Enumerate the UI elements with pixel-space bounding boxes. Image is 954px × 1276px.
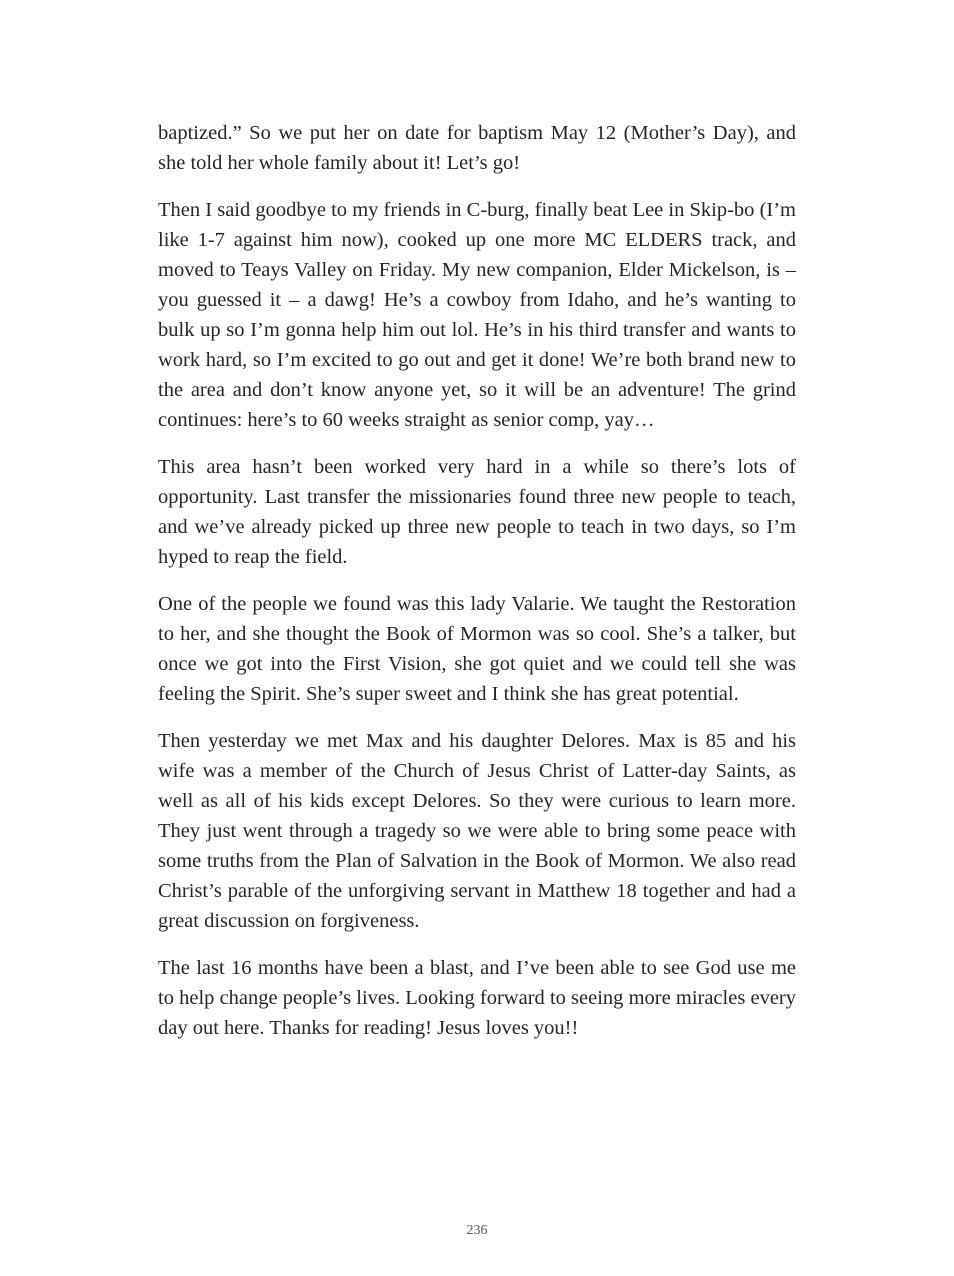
paragraph-area-opportunity: This area hasn’t been worked very hard in a while so there’s lots of opportunity. Last transfer the missionaries found three new people to teach, and we’ve already picked up three new people to teach in two days, so I’m hyped to reap the field. bbox=[158, 456, 796, 568]
page-body bbox=[158, 118, 796, 1060]
paragraph-baptism-date: baptized.” So we put her on date for baptism May 12 (Mother’s Day), and she told her whole family about it! Let’s go! bbox=[158, 122, 796, 174]
paragraph-valarie: One of the people we found was this lady Valarie. We taught the Restoration to her, and she thought the Book of Mormon was so cool. She’s a talker, but once we got into the First Vision, she got quiet and we could tell she was feeling the Spirit. She’s super sweet and I think she has great potential. bbox=[158, 593, 796, 705]
paragraph-closing: The last 16 months have been a blast, and I’ve been able to see God use me to help change people’s lives. Looking forward to seeing more miracles every day out here. Thanks for reading! Jesus loves you!! bbox=[158, 957, 796, 1039]
paragraph-max-and-delores: Then yesterday we met Max and his daughter Delores. Max is 85 and his wife was a member of the Church of Jesus Christ of Latter-day Saints, as well as all of his kids except Delores. So they were curious to learn more. They just went through a tragedy so we were able to bring some peace with some truths from the Plan of Salvation in the Book of Mormon. We also read Christ’s parable of the unforgiving servant in Matthew 18 together and had a great discussion on forgiveness. bbox=[158, 730, 796, 932]
page-number: 236 bbox=[466, 1223, 488, 1238]
paragraph-transfer-teays-valley: Then I said goodbye to my friends in C-burg, finally beat Lee in Skip-bo (I’m like 1-7 against him now), cooked up one more MC ELDERS track, and moved to Teays Valley on Friday. My new companion, Elder Mickelson, is – you guessed it – a dawg! He’s a cowboy from Idaho, and he’s wanting to bulk up so I’m gonna help him out lol. He’s in his third transfer and wants to work hard, so I’m excited to go out and get it done! We’re both brand new to the area and don’t know anyone yet, so it will be an adventure! The grind continues: here’s to 60 weeks straight as senior comp, yay… bbox=[158, 199, 796, 431]
